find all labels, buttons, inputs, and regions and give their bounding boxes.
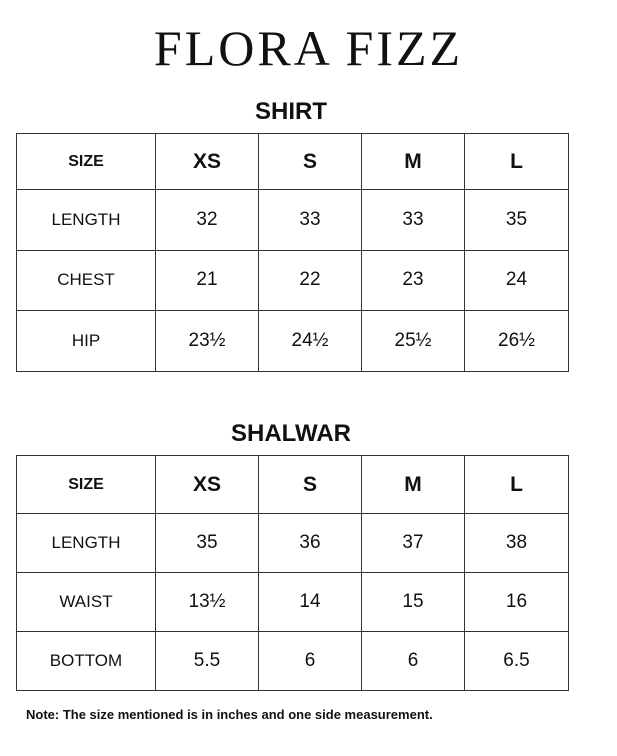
row-label: LENGTH bbox=[17, 514, 156, 573]
table-cell: 21 bbox=[156, 250, 259, 311]
table-cell: 16 bbox=[465, 573, 569, 632]
row-label: HIP bbox=[17, 311, 156, 372]
brand-title: FLORA FIZZ bbox=[153, 20, 464, 76]
header-cell-size: SIZE bbox=[17, 134, 156, 190]
table-cell: 24 bbox=[465, 250, 569, 311]
table-cell: 23½ bbox=[156, 311, 259, 372]
header-cell-m: M bbox=[362, 134, 465, 190]
table-cell: 5.5 bbox=[156, 632, 259, 691]
header-cell-xs: XS bbox=[156, 134, 259, 190]
table-cell: 6 bbox=[259, 632, 362, 691]
measurement-note: Note: The size mentioned is in inches and one side measurement. bbox=[26, 707, 433, 722]
header-cell-l: L bbox=[465, 456, 569, 514]
table-cell: 13½ bbox=[156, 573, 259, 632]
table-cell: 33 bbox=[362, 190, 465, 251]
table-cell: 37 bbox=[362, 514, 465, 573]
header-cell-s: S bbox=[259, 134, 362, 190]
table-cell: 22 bbox=[259, 250, 362, 311]
table-row bbox=[17, 311, 569, 372]
table-cell: 32 bbox=[156, 190, 259, 251]
table-cell: 24½ bbox=[259, 311, 362, 372]
table-header-row bbox=[17, 134, 569, 190]
shalwar-size-table bbox=[16, 455, 569, 691]
table-cell: 26½ bbox=[465, 311, 569, 372]
row-label: CHEST bbox=[17, 250, 156, 311]
table-header-row bbox=[17, 456, 569, 514]
shalwar-section-title: SHALWAR bbox=[231, 420, 351, 447]
header-cell-xs: XS bbox=[156, 456, 259, 514]
table-cell: 36 bbox=[259, 514, 362, 573]
header-cell-l: L bbox=[465, 134, 569, 190]
table-cell: 35 bbox=[156, 514, 259, 573]
table-row bbox=[17, 514, 569, 573]
table-cell: 6.5 bbox=[465, 632, 569, 691]
table-row bbox=[17, 190, 569, 251]
table-cell: 15 bbox=[362, 573, 465, 632]
shirt-size-table bbox=[16, 133, 569, 372]
table-cell: 14 bbox=[259, 573, 362, 632]
row-label: WAIST bbox=[17, 573, 156, 632]
table-row bbox=[17, 250, 569, 311]
shirt-section-title: SHIRT bbox=[255, 98, 327, 125]
table-row bbox=[17, 632, 569, 691]
table-cell: 38 bbox=[465, 514, 569, 573]
header-cell-s: S bbox=[259, 456, 362, 514]
table-cell: 23 bbox=[362, 250, 465, 311]
header-cell-size: SIZE bbox=[17, 456, 156, 514]
table-cell: 33 bbox=[259, 190, 362, 251]
table-row bbox=[17, 573, 569, 632]
table-cell: 35 bbox=[465, 190, 569, 251]
table-cell: 25½ bbox=[362, 311, 465, 372]
table-cell: 6 bbox=[362, 632, 465, 691]
row-label: BOTTOM bbox=[17, 632, 156, 691]
header-cell-m: M bbox=[362, 456, 465, 514]
row-label: LENGTH bbox=[17, 190, 156, 251]
